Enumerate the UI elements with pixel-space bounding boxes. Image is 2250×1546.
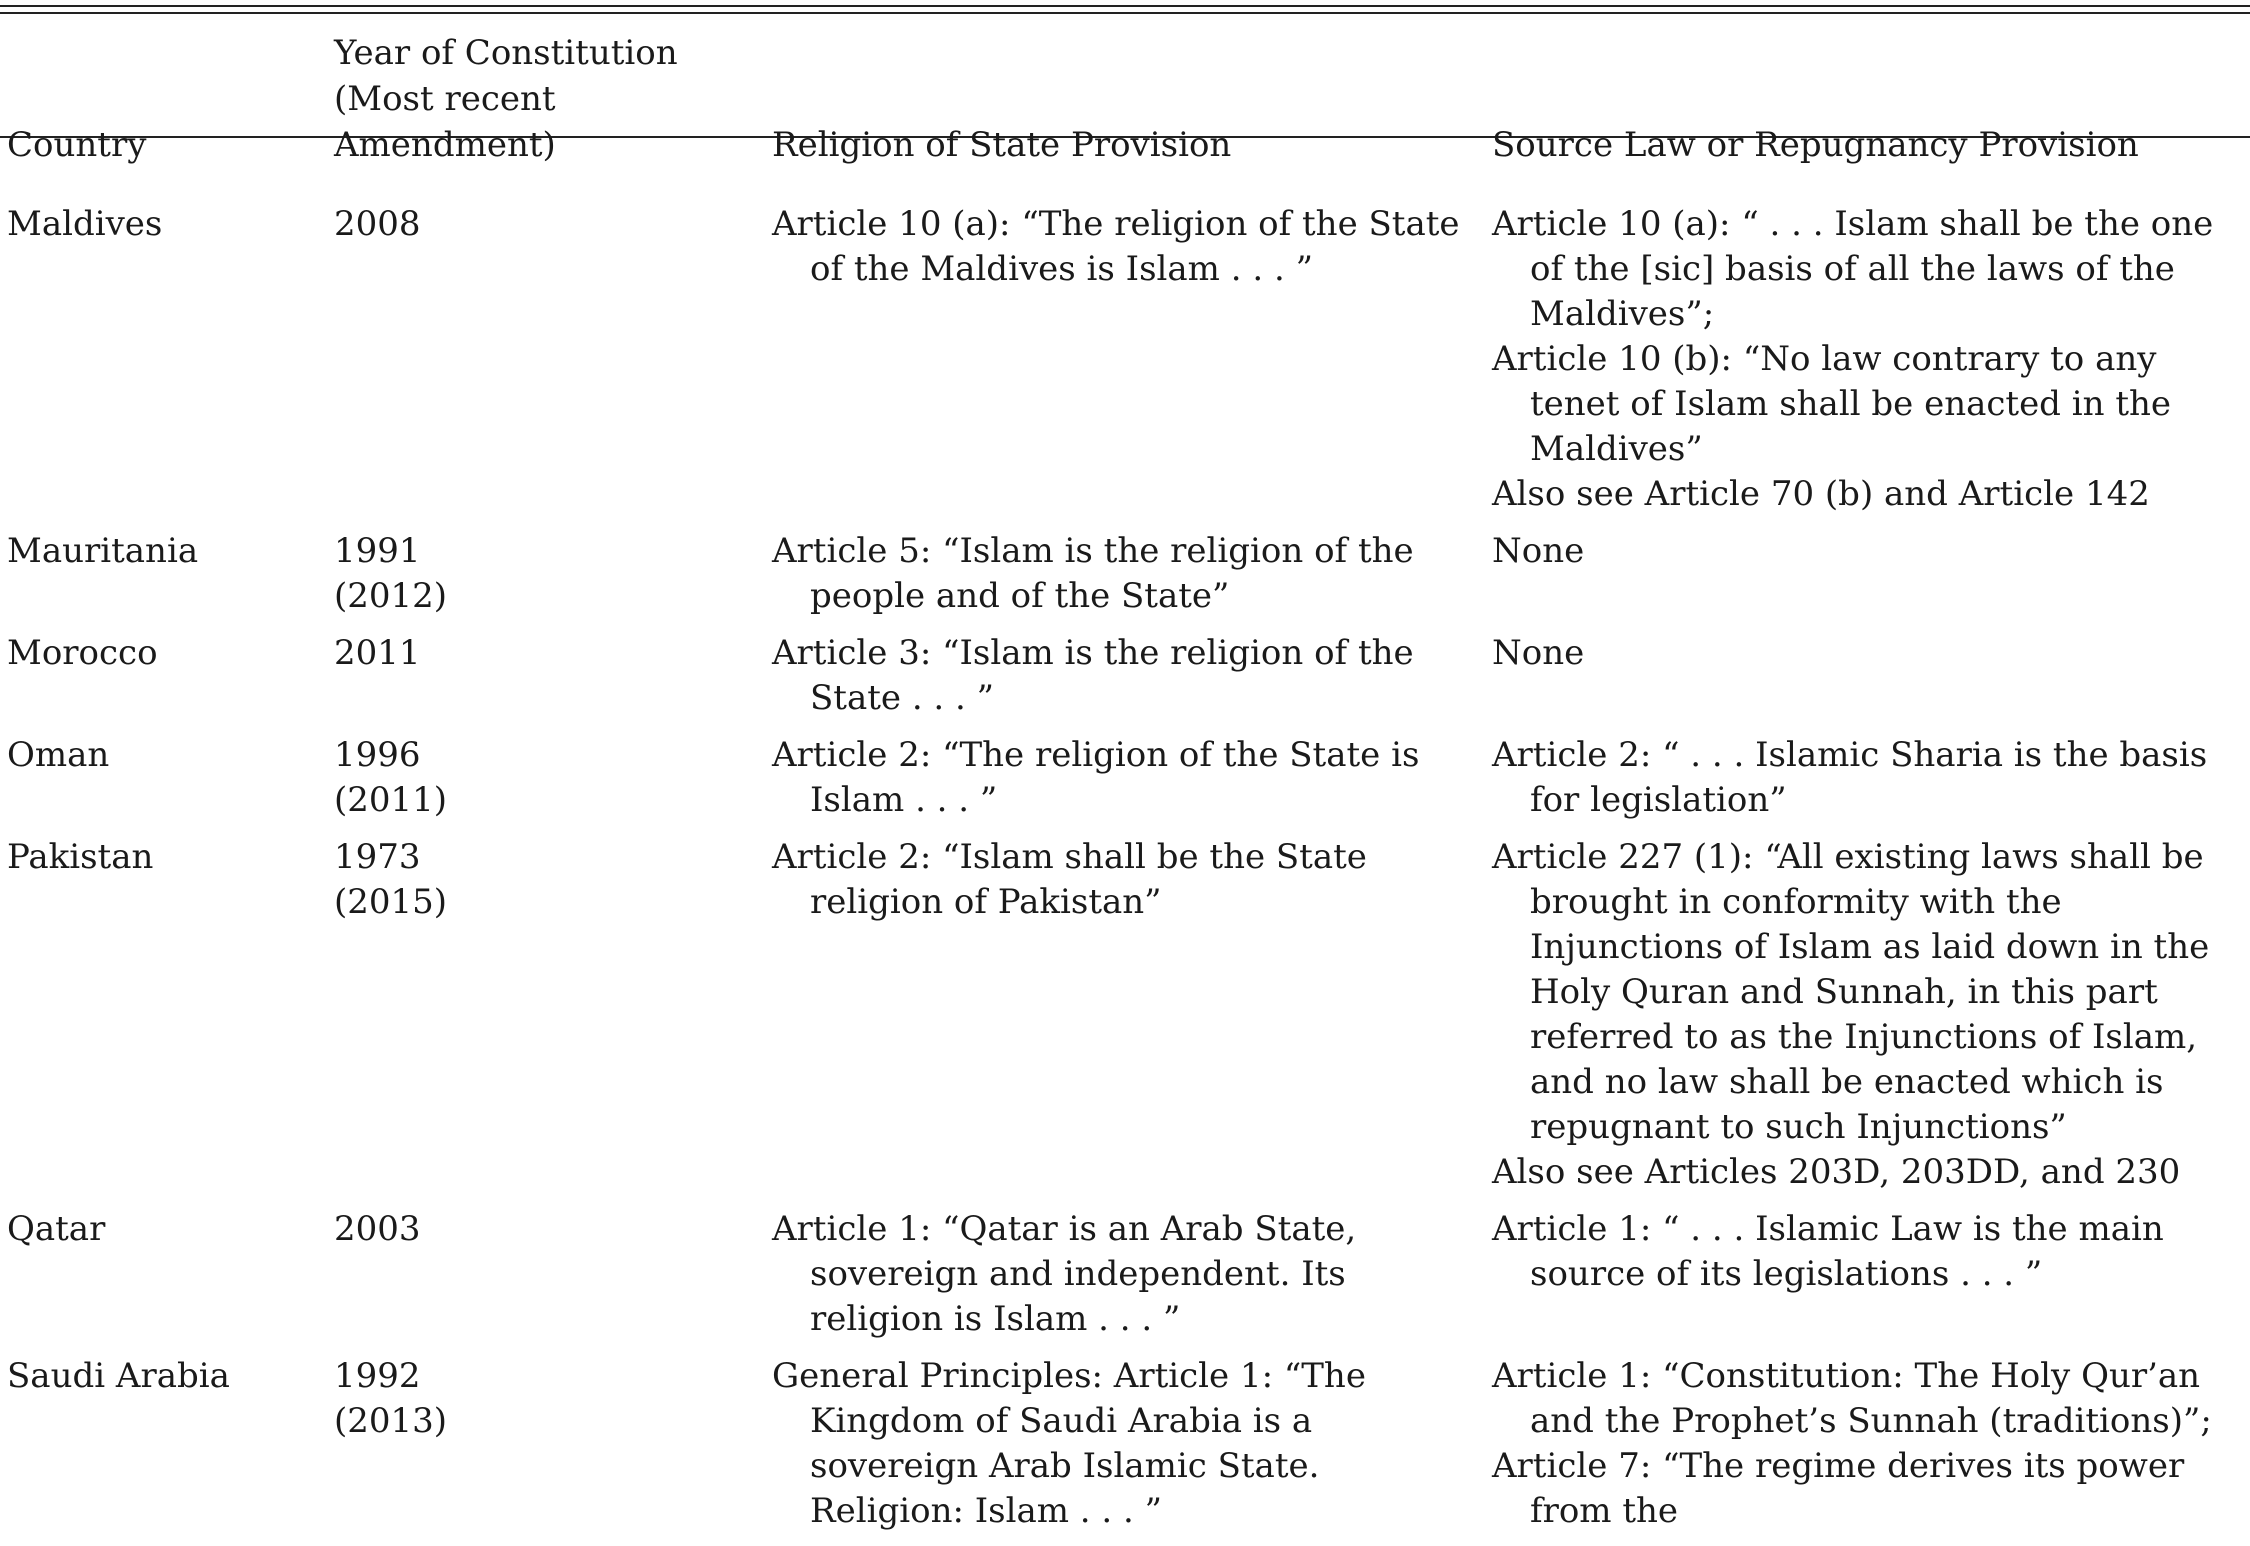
year-value: 2008 [334, 204, 421, 244]
header-country: Country [7, 125, 147, 165]
religion-provision: General Principles: Article 1: “The Kingdom of Saudi Arabia is a sovereign Arab Islamic State. Religion: Islam . . . ” [772, 1356, 1366, 1531]
year-value: 1991 [334, 531, 421, 571]
religion-cell [765, 835, 1485, 1207]
year-cell [327, 631, 765, 733]
header-year-line1: Year of Constitution [334, 33, 678, 73]
religion-cell [765, 631, 1485, 733]
source-provision: Article 10 (a): “ . . . Islam shall be the one of the [sic] basis of all the laws of the Maldives”; [1492, 204, 2214, 334]
year-value: 2003 [334, 1209, 421, 1249]
country-cell: Saudi Arabia [7, 1356, 230, 1396]
religion-provision: Article 10 (a): “The religion of the State of the Maldives is Islam . . . ” [772, 204, 1460, 289]
source-cell [1485, 529, 2250, 631]
source-cell [1485, 835, 2250, 1207]
country-cell: Pakistan [7, 837, 154, 877]
source-cell [1485, 1354, 2250, 1546]
source-cell [1485, 733, 2250, 835]
table-row [0, 733, 2250, 835]
table-header-row [0, 30, 2250, 180]
year-cell [327, 733, 765, 835]
religion-provision: Article 2: “The religion of the State is Islam . . . ” [772, 735, 1420, 820]
religion-provision: Article 2: “Islam shall be the State religion of Pakistan” [772, 837, 1367, 922]
year-value: 2011 [334, 633, 421, 673]
source-provision: None [1492, 633, 1585, 673]
amendment-value: (2011) [334, 780, 448, 820]
table-row [0, 1207, 2250, 1354]
source-provision: Article 7: “The regime derives its power from the [1492, 1446, 2185, 1531]
source-provision: None [1492, 531, 1585, 571]
country-cell: Qatar [7, 1209, 106, 1249]
religion-provision: Article 1: “Qatar is an Arab State, sovereign and independent. Its religion is Islam . . . ” [772, 1209, 1357, 1339]
religion-cell [765, 1354, 1485, 1546]
table-row [0, 529, 2250, 631]
year-cell [327, 1207, 765, 1354]
year-value: 1973 [334, 837, 421, 877]
year-value: 1992 [334, 1356, 421, 1396]
top-rule [0, 5, 2250, 7]
table-row [0, 1354, 2250, 1546]
country-cell: Mauritania [7, 531, 199, 571]
religion-cell [765, 733, 1485, 835]
source-provision: Article 2: “ . . . Islamic Sharia is the basis for legislation” [1492, 735, 2208, 820]
religion-cell [765, 1207, 1485, 1354]
table-row [0, 835, 2250, 1207]
constitution-table [0, 30, 2250, 1546]
source-provision: Article 1: “ . . . Islamic Law is the main source of its legislations . . . ” [1492, 1209, 2164, 1294]
source-provision: Also see Article 70 (b) and Article 142 [1492, 474, 2150, 514]
top-rule-double [0, 12, 2250, 14]
header-source: Source Law or Repugnancy Provision [1492, 125, 2139, 165]
year-cell [327, 180, 765, 529]
year-cell [327, 1354, 765, 1546]
amendment-value: (2015) [334, 882, 448, 922]
religion-cell [765, 180, 1485, 529]
source-provision: Also see Articles 203D, 203DD, and 230 [1492, 1152, 2181, 1192]
header-year-line2: (Most recent Amendment) [334, 79, 556, 165]
religion-cell [765, 529, 1485, 631]
country-cell: Morocco [7, 633, 158, 673]
source-cell [1485, 1207, 2250, 1354]
year-value: 1996 [334, 735, 421, 775]
table-row [0, 631, 2250, 733]
amendment-value: (2012) [334, 576, 448, 616]
source-cell [1485, 631, 2250, 733]
table-row [0, 180, 2250, 529]
header-year [327, 30, 765, 180]
table-body [0, 180, 2250, 1546]
religion-provision: Article 3: “Islam is the religion of the State . . . ” [772, 633, 1414, 718]
country-cell: Maldives [7, 204, 163, 244]
source-provision: Article 10 (b): “No law contrary to any tenet of Islam shall be enacted in the Maldives” [1492, 339, 2172, 469]
year-cell [327, 835, 765, 1207]
source-provision: Article 227 (1): “All existing laws shall be brought in conformity with the Injunctions of Islam as laid down in the Holy Quran and Sunnah, in this part referred to as the Injunctions of Islam, and no law shall be enacted which is repugnant to such Injunctions” [1492, 837, 2210, 1147]
country-cell: Oman [7, 735, 110, 775]
religion-provision: Article 5: “Islam is the religion of the people and of the State” [772, 531, 1414, 616]
header-religion: Religion of State Provision [772, 125, 1232, 165]
year-cell [327, 529, 765, 631]
source-provision: Article 1: “Constitution: The Holy Qur’an and the Prophet’s Sunnah (traditions)”; [1492, 1356, 2212, 1441]
amendment-value: (2013) [334, 1401, 448, 1441]
source-cell [1485, 180, 2250, 529]
